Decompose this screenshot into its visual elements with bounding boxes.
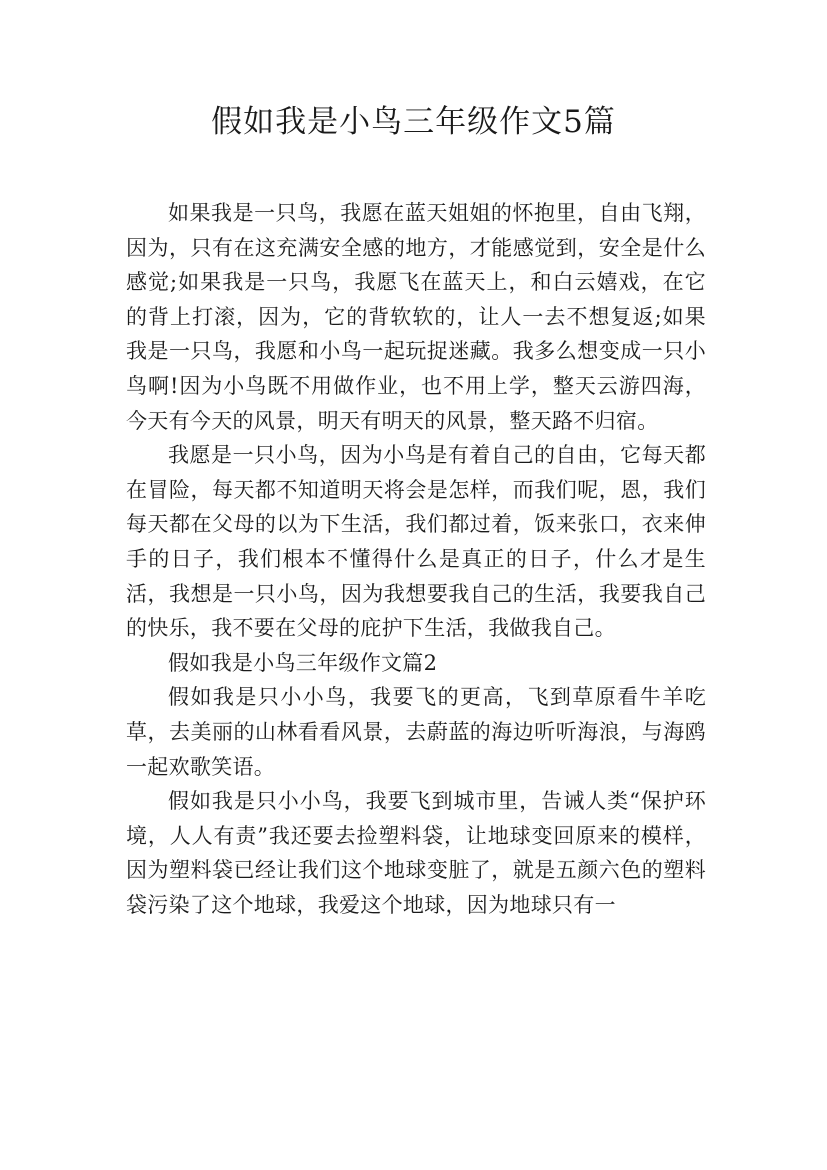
document-title: 假如我是小鸟三年级作文5篇 <box>211 104 616 140</box>
section-heading-2: 假如我是小鸟三年级作文篇2 <box>168 650 438 675</box>
paragraph-1: 如果我是一只鸟，我愿在蓝天姐姐的怀抱里，自由飞翔，因为，只有在这充满安全感的地方，才能感觉到，安全是什么感觉;如果我是一只鸟，我愿飞在蓝天上，和白云嬉戏，在它的背上打滚，因为，它的背软软的，让人一去不想复返;如果我是一只鸟，我愿和小鸟一起玩捉迷藏。我多么想变成一只小鸟啊!因为小鸟既不用做作业，也不用上学，整天云游四海，今天有今天的风景，明天有明天的风景，整天路不归宿。 <box>126 201 706 433</box>
paragraph-4: 假如我是只小小鸟，我要飞到城市里，告诫人类“保护环境，人人有责”我还要去捡塑料袋，让地球变回原来的模样，因为塑料袋已经让我们这个地球变脏了，就是五颜六色的塑料袋污染了这个地球，我爱这个地球，因为地球只有一 <box>126 789 706 917</box>
document-body <box>126 196 706 922</box>
paragraph-3: 假如我是只小小鸟，我要飞的更高，飞到草原看牛羊吃草，去美丽的山林看看风景，去蔚蓝的海边听听海浪，与海鸥一起欢歌笑语。 <box>126 685 706 779</box>
paragraph-2: 我愿是一只小鸟，因为小鸟是有着自己的自由，它每天都在冒险，每天都不知道明天将会是怎样，而我们呢，恩，我们每天都在父母的以为下生活，我们都过着，饭来张口，衣来伸手的日子，我们根本不懂得什么是真正的日子，什么才是生活，我想是一只小鸟，因为我想要我自己的生活，我要我自己的快乐，我不要在父母的庇护下生活，我做我自己。 <box>126 443 706 641</box>
